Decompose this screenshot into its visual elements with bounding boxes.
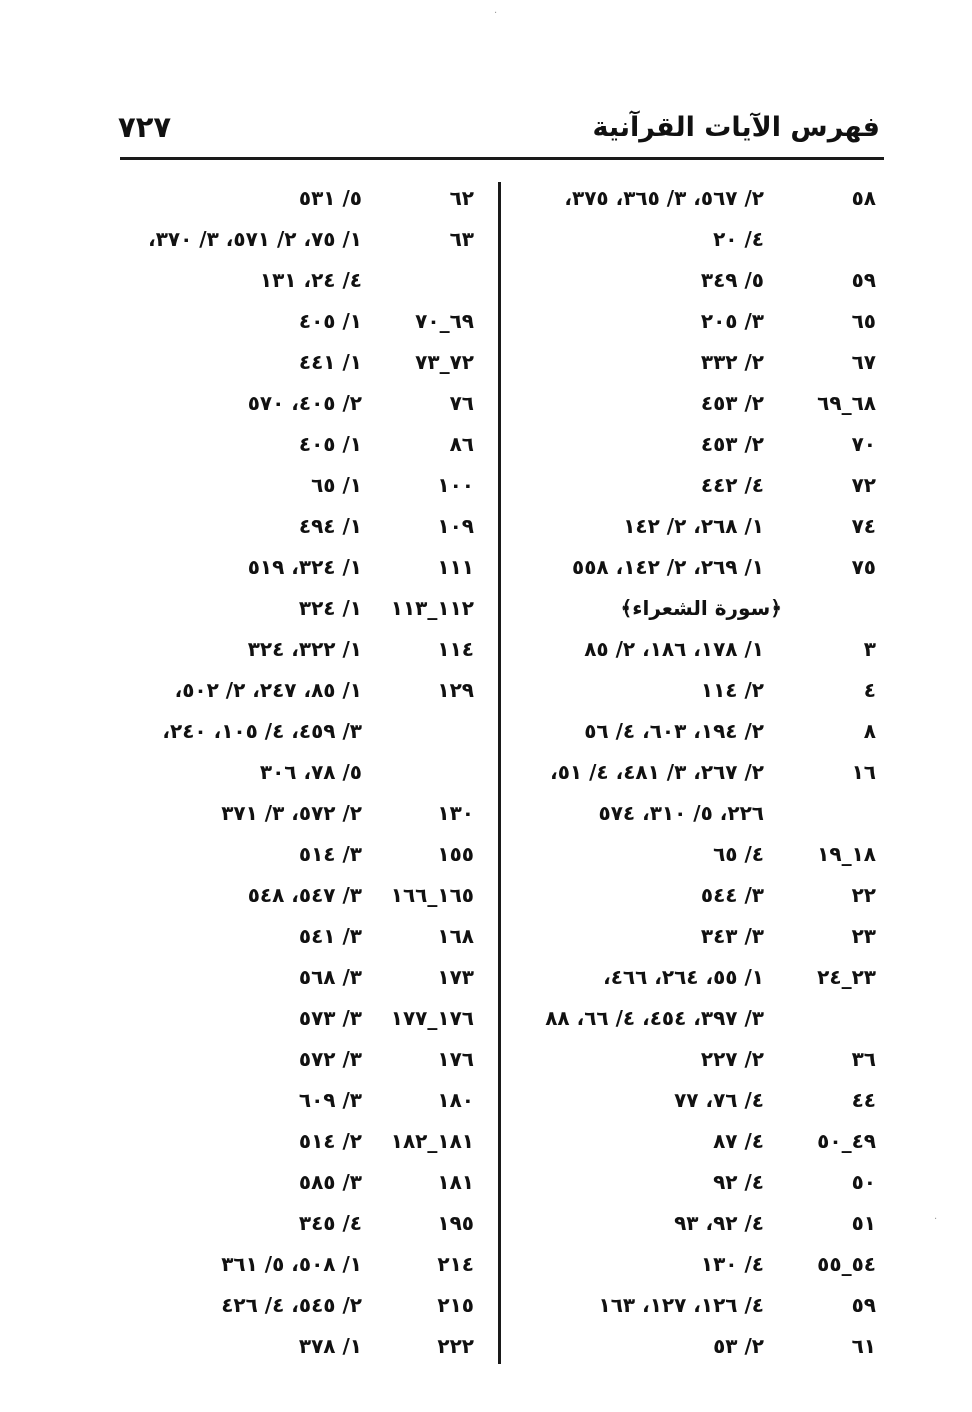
verse-number: ١١٢_١١٣ (390, 596, 474, 620)
index-row (112, 465, 480, 506)
index-row (112, 1039, 480, 1080)
verse-number: ٤٤ (851, 1088, 876, 1112)
page-references: ١/ ٤٤١ (298, 350, 362, 374)
index-row (510, 1203, 882, 1244)
page-references: ١/ ٣٢٤ (298, 596, 362, 620)
verse-number: ١٢٩ (437, 678, 474, 702)
page-references: ١/ ٣٢٢، ٣٢٤ (247, 637, 362, 661)
verse-number: ١٦٥_١٦٦ (390, 883, 474, 907)
page-references: ١/ ٤٠٥ (298, 432, 362, 456)
page-references: ٤/ ٢٠ (713, 227, 764, 251)
index-row (112, 506, 480, 547)
verse-number: ١٨_١٩ (817, 842, 876, 866)
page-references: ١/ ٦٥ (311, 473, 362, 497)
index-row (112, 711, 480, 752)
page-references: ٤/ ٧٦، ٧٧ (674, 1088, 764, 1112)
index-row (112, 752, 480, 793)
index-row (510, 752, 882, 793)
verse-number: ٥٩ (851, 1293, 876, 1317)
surah-heading: ﴿سورة الشعراء﴾ (620, 596, 782, 620)
page-references: ٤/ ١٣٠ (700, 1252, 764, 1276)
page-references: ٢/ ٥٦٧، ٣/ ٣٦٥، ٣٧٥، (564, 186, 764, 210)
index-row (112, 875, 480, 916)
verse-number: ٢١٥ (437, 1293, 474, 1317)
index-row (510, 1162, 882, 1203)
index-row (112, 998, 480, 1039)
page-references: ١/ ٤٩٤ (298, 514, 362, 538)
verse-number: ٤٩_٥٠ (817, 1129, 876, 1153)
index-row (510, 834, 882, 875)
index-row (112, 219, 480, 260)
index-row (112, 1285, 480, 1326)
page-references: ١/ ٣٢٤، ٥١٩ (247, 555, 362, 579)
verse-number: ٢٣_٢٤ (817, 965, 876, 989)
scan-speck: · (494, 8, 498, 19)
index-column-right (510, 178, 882, 1367)
verse-number: ١٠٠ (437, 473, 474, 497)
page-references: ٢/ ١٩٤، ٦٠٣، ٤/ ٥٦ (584, 719, 764, 743)
page-references: ١/ ٢٦٩، ٢/ ١٤٢، ٥٥٨ (572, 555, 764, 579)
page-references: ٤/ ١٢٦، ١٢٧، ١٦٣ (598, 1293, 764, 1317)
index-row (510, 301, 882, 342)
page-references: ٣/ ٦٠٩ (298, 1088, 362, 1112)
verse-number: ١٠٩ (437, 514, 474, 538)
page-references: ٢/ ٤٠٥، ٥٧٠ (247, 391, 362, 415)
index-row (510, 342, 882, 383)
index-row (510, 711, 882, 752)
page-references: ٢/ ١١٤ (700, 678, 764, 702)
index-row (112, 1244, 480, 1285)
verse-number: ٢٣ (851, 924, 876, 948)
page-references: ٤/ ٣٤٥ (298, 1211, 362, 1235)
verse-number: ٧٢_٧٣ (415, 350, 474, 374)
verse-number: ١٧٣ (437, 965, 474, 989)
verse-number: ١٧٦ (437, 1047, 474, 1071)
header-rule (120, 157, 884, 160)
page-references: ١/ ١٧٨، ١٨٦، ٢/ ٨٥ (584, 637, 764, 661)
index-row (510, 424, 882, 465)
page-references: ٣/ ٥٦٨ (298, 965, 362, 989)
page-references: ٥/ ٣٤٩ (700, 268, 764, 292)
index-row (112, 383, 480, 424)
verse-number: ٢١٤ (437, 1252, 474, 1276)
index-row (510, 260, 882, 301)
scan-speck: · (934, 1214, 938, 1225)
index-row (112, 957, 480, 998)
verse-number: ٥٠ (851, 1170, 876, 1194)
page-references: ٢/ ٥٤٥، ٤/ ٤٢٦ (221, 1293, 362, 1317)
index-row (510, 178, 882, 219)
verse-number: ٥٩ (851, 268, 876, 292)
index-row (510, 1285, 882, 1326)
index-row (510, 547, 882, 588)
index-row (112, 547, 480, 588)
verse-number: ٧٥ (851, 555, 876, 579)
page-references: ٢/ ٥١٤ (298, 1129, 362, 1153)
index-row (510, 465, 882, 506)
page-references: ٢/ ٤٥٣ (700, 432, 764, 456)
index-row (112, 1162, 480, 1203)
page-references: ٣/ ٤٥٩، ٤/ ١٠٥، ٢٤٠، (162, 719, 362, 743)
index-row (510, 1080, 882, 1121)
page-references: ٣/ ٥٧٣ (298, 1006, 362, 1030)
page-references: ٣/ ٣٤٣ (700, 924, 764, 948)
verse-number: ٧٠ (851, 432, 876, 456)
page-references: ٣/ ٥١٤ (298, 842, 362, 866)
index-row (510, 219, 882, 260)
page-references: ٢/ ٥٧٢، ٣/ ٣٧١ (221, 801, 362, 825)
index-row (112, 834, 480, 875)
index-row (510, 506, 882, 547)
verse-number: ٣ (863, 637, 876, 661)
verse-number: ١٨٠ (437, 1088, 474, 1112)
page-references: ٤/ ٦٥ (713, 842, 764, 866)
index-row (112, 916, 480, 957)
page-references: ٣/ ٥٨٥ (298, 1170, 362, 1194)
page-references: ١/ ٧٥، ٢/ ٥٧١، ٣/ ٣٧٠، (148, 227, 362, 251)
verse-number: ٦٩_٧٠ (415, 309, 474, 333)
column-divider (498, 182, 501, 1364)
index-row (510, 1121, 882, 1162)
index-row (510, 383, 882, 424)
verse-number: ٦٢ (449, 186, 474, 210)
verse-number: ٨٦ (449, 432, 474, 456)
verse-number: ٦٣ (449, 227, 474, 251)
page-references: ٢/ ٥٣ (713, 1334, 764, 1358)
verse-number: ١١١ (437, 555, 474, 579)
verse-number: ١٧٦_١٧٧ (390, 1006, 474, 1030)
index-row (112, 588, 480, 629)
page-references: ٣/ ٣٩٧، ٤٥٤، ٤/ ٦٦، ٨٨ (545, 1006, 764, 1030)
page-references: ٥/ ٧٨، ٣٠٦ (259, 760, 362, 784)
index-row (112, 629, 480, 670)
page-number: ٧٢٧ (118, 110, 172, 144)
index-column-left (112, 178, 480, 1367)
index-row (112, 342, 480, 383)
page-references: ٢٢٦، ٥/ ٣١٠، ٥٧٤ (598, 801, 764, 825)
page-references: ٤/ ٤٤٢ (700, 473, 764, 497)
index-row (112, 178, 480, 219)
index-row (510, 1326, 882, 1367)
page-references: ٢/ ٢٦٧، ٣/ ٤٨١، ٤/ ٥١، (550, 760, 764, 784)
verse-number: ١٨١_١٨٢ (390, 1129, 474, 1153)
page-references: ٢/ ٢٢٧ (700, 1047, 764, 1071)
index-row (510, 1039, 882, 1080)
verse-number: ٥٨ (851, 186, 876, 210)
index-row (510, 998, 882, 1039)
index-row (510, 1244, 882, 1285)
verse-number: ٨ (863, 719, 876, 743)
index-row (510, 793, 882, 834)
page-references: ٣/ ٢٠٥ (700, 309, 764, 333)
page-references: ٣/ ٥٤١ (298, 924, 362, 948)
surah-heading-row (510, 588, 882, 629)
index-row (112, 260, 480, 301)
verse-number: ٤ (863, 678, 876, 702)
verse-number: ٥١ (851, 1211, 876, 1235)
verse-number: ١٦٨ (437, 924, 474, 948)
verse-number: ٦٧ (851, 350, 876, 374)
index-row (510, 629, 882, 670)
page-references: ٣/ ٥٤٤ (700, 883, 764, 907)
verse-number: ١٣٠ (437, 801, 474, 825)
page-references: ١/ ٤٠٥ (298, 309, 362, 333)
verse-number: ٥٤_٥٥ (817, 1252, 876, 1276)
page-references: ٣/ ٥٧٢ (298, 1047, 362, 1071)
page-references: ٤/ ٩٢، ٩٣ (674, 1211, 764, 1235)
page-references: ١/ ٥٠٨، ٥/ ٣٦١ (221, 1252, 362, 1276)
page-references: ٤/ ٨٧ (713, 1129, 764, 1153)
page-references: ١/ ٥٥، ٢٦٤، ٤٦٦، (603, 965, 764, 989)
page-references: ١/ ٢٦٨، ٢/ ١٤٢ (623, 514, 764, 538)
verse-number: ٣٦ (851, 1047, 876, 1071)
index-row (510, 670, 882, 711)
index-row (112, 1203, 480, 1244)
page-references: ٣/ ٥٤٧، ٥٤٨ (247, 883, 362, 907)
verse-number: ٢٢ (851, 883, 876, 907)
page-references: ٤/ ٢٤، ١٣١ (259, 268, 362, 292)
index-row (112, 793, 480, 834)
verse-number: ٦١ (851, 1334, 876, 1358)
verse-number: ١٩٥ (437, 1211, 474, 1235)
page-references: ٥/ ٥٣١ (298, 186, 362, 210)
verse-number: ٧٤ (851, 514, 876, 538)
verse-number: ٦٨_٦٩ (817, 391, 876, 415)
page-references: ١/ ٣٧٨ (298, 1334, 362, 1358)
index-row (112, 424, 480, 465)
index-row (112, 1121, 480, 1162)
index-row (112, 1080, 480, 1121)
verse-number: ٧٢ (851, 473, 876, 497)
index-row (510, 957, 882, 998)
index-row (112, 1326, 480, 1367)
index-row (112, 301, 480, 342)
page-references: ١/ ٨٥، ٢٤٧، ٢/ ٥٠٢، (174, 678, 362, 702)
verse-number: ١١٤ (437, 637, 474, 661)
page-header-title: فهرس الآيات القرآنية (592, 112, 880, 143)
page-references: ٢/ ٤٥٣ (700, 391, 764, 415)
verse-number: ٧٦ (449, 391, 474, 415)
verse-number: ٢٢٢ (437, 1334, 474, 1358)
index-row (510, 875, 882, 916)
page-references: ٤/ ٩٢ (713, 1170, 764, 1194)
verse-number: ١٨١ (437, 1170, 474, 1194)
verse-number: ١٥٥ (437, 842, 474, 866)
index-row (510, 916, 882, 957)
index-row (112, 670, 480, 711)
page-references: ٢/ ٣٣٢ (700, 350, 764, 374)
verse-number: ١٦ (851, 760, 876, 784)
verse-number: ٦٥ (851, 309, 876, 333)
